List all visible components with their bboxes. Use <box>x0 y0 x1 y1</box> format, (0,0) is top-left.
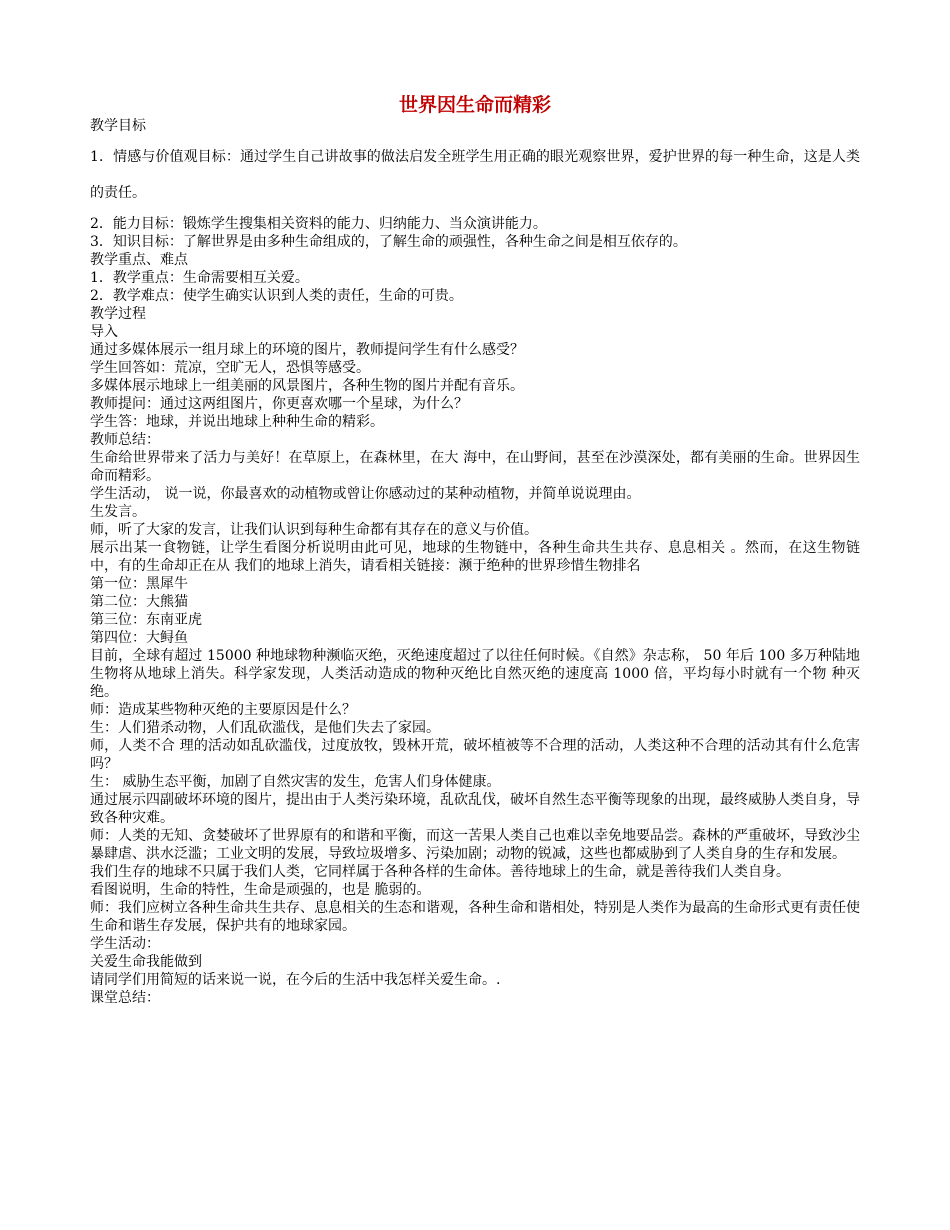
paragraph: 生发言。 <box>90 504 146 520</box>
ranking-item: 第四位：大鲟鱼 <box>90 630 188 646</box>
page-title: 世界因生命而精彩 <box>398 94 551 116</box>
paragraph: 展示出某一食物链，让学生看图分析说明由此可见，地球的生物链中，各种生命共生共存、息息相关 。然而，在这生物链中，有的生命却正在从 我们的地球上消失，请看相关链接：濒于绝种的世界珍惜生物排名 <box>90 540 860 574</box>
paragraph: 师：人类的无知、贪婪破坏了世界原有的和谐和平衡，而这一苦果人类自己也难以幸免地要品尝。森林的严重破坏，导致沙尘暴肆虐、洪水泛滥；工业文明的发展，导致垃圾增多、污染加剧；动物的锐减，这些也都威胁到了人类自身的生存和发展。 <box>90 828 860 862</box>
paragraph: 师：我们应树立各种生命共生共存、息息相关的生态和谐观，各种生命和谐相处，特别是人类作为最高的生命形式更有责任使生命和谐生存发展，保护共有的地球家园。 <box>90 900 860 934</box>
paragraph: 看图说明，生命的特性，生命是顽强的，也是 脆弱的。 <box>90 882 431 898</box>
paragraph: 学生活动： <box>90 936 160 952</box>
paragraph: 师：造成某些物种灭绝的主要原因是什么？ <box>90 702 356 718</box>
paragraph: 师，人类不合 理的活动如乱砍滥伐，过度放牧，毁林开荒，破坏植被等不合理的活动，人类这种不合理的活动其有什么危害吗？ <box>90 738 860 772</box>
paragraph: 学生活动， 说一说，你最喜欢的动植物或曾让你感动过的某种动植物，并简单说说理由。 <box>90 486 641 502</box>
ranking-item: 第二位：大熊猫 <box>90 594 188 610</box>
paragraph: 2．教学难点：使学生确实认识到人类的责任，生命的可贵。 <box>90 288 463 304</box>
paragraph: 关爱生命我能做到 <box>90 954 202 970</box>
paragraph: 多媒体展示地球上一组美丽的风景图片，各种生物的图片并配有音乐。 <box>90 378 524 394</box>
paragraph: 学生回答如：荒凉，空旷无人，恐惧等感受。 <box>90 360 370 376</box>
paragraph: 通过展示四副破坏环境的图片，提出由于人类污染环境，乱砍乱伐，破坏自然生态平衡等现象的出现，最终威胁人类自身，导致各种灾难。 <box>90 792 860 826</box>
paragraph: 教师总结： <box>90 432 160 448</box>
paragraph: 生： 威胁生态平衡，加剧了自然灾害的发生，危害人们身体健康。 <box>90 774 501 790</box>
section-heading: 教学目标 <box>90 118 146 134</box>
ranking-item: 第三位：东南亚虎 <box>90 612 202 628</box>
paragraph: 生命给世界带来了活力与美好！在草原上，在森林里，在大 海中，在山野间，甚至在沙漠深处，都有美丽的生命。世界因生命而精彩。 <box>90 450 860 484</box>
ranking-item: 第一位：黑犀牛 <box>90 576 188 592</box>
document-body <box>90 117 860 1007</box>
paragraph: 师，听了大家的发言，让我们认识到每种生命都有其存在的意义与价值。 <box>90 522 538 538</box>
paragraph: 通过多媒体展示一组月球上的环境的图片，教师提问学生有什么感受？ <box>90 342 524 358</box>
section-heading: 导入 <box>90 324 118 340</box>
paragraph: 生：人们猎杀动物，人们乱砍滥伐，是他们失去了家园。 <box>90 720 440 736</box>
section-heading: 课堂总结： <box>90 990 160 1006</box>
paragraph: 学生答：地球，并说出地球上种种生命的精彩。 <box>90 414 384 430</box>
paragraph: 请同学们用简短的话来说一说，在今后的生活中我怎样关爱生命。. <box>90 972 501 988</box>
paragraph: 2．能力目标：锻炼学生搜集相关资料的能力、归纳能力、当众演讲能力。 <box>90 216 547 232</box>
paragraph: 教师提问：通过这两组图片，你更喜欢哪一个星球，为什么？ <box>90 396 468 412</box>
paragraph: 我们生存的地球不只属于我们人类，它同样属于各种各样的生命体。善待地球上的生命，就是善待我们人类自身。 <box>90 864 790 880</box>
paragraph: 1．情感与价值观目标：通过学生自己讲故事的做法启发全班学生用正确的眼光观察世界，爱护世界的每一种生命，这是人类的责任。 <box>90 149 860 201</box>
section-heading: 教学重点、难点 <box>90 252 188 268</box>
section-heading: 教学过程 <box>90 306 146 322</box>
paragraph: 3．知识目标：了解世界是由多种生命组成的，了解生命的顽强性，各种生命之间是相互依存的。 <box>90 234 687 250</box>
paragraph: 1．教学重点：生命需要相互关爱。 <box>90 270 309 286</box>
paragraph: 目前，全球有超过 15000 种地球物种濒临灭绝，灭绝速度超过了以往任何时候。《自然》杂志称， 50 年后 100 多万种陆地生物将从地球上消失。科学家发现，人类活动造成的物种灭绝比自然灭绝的速度高 1000 倍，平均每小时就有一个物 种灭绝。 <box>90 648 860 700</box>
